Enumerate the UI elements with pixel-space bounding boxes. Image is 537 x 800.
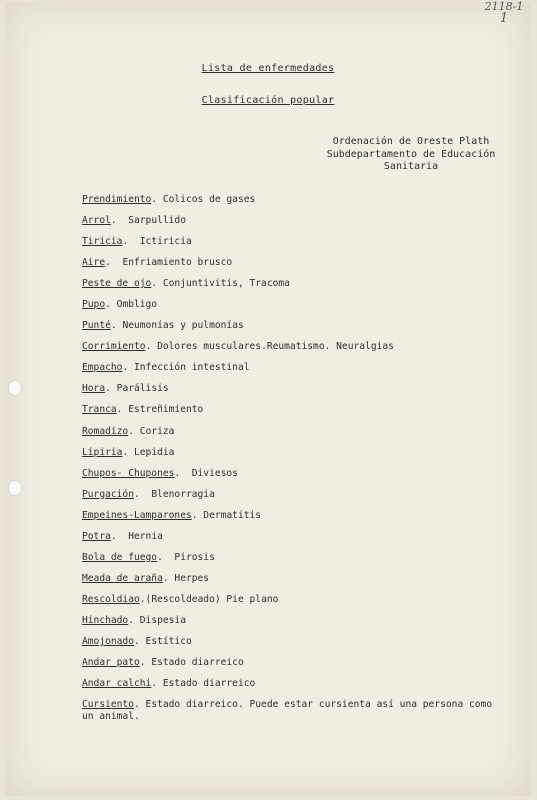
- disease-meaning: Lepidia: [128, 446, 175, 458]
- term-separator: .: [133, 635, 140, 647]
- term-separator: .: [116, 404, 123, 416]
- document-title: Lista de enfermedades: [201, 63, 335, 74]
- list-item: [82, 278, 522, 299]
- term-separator: .: [151, 194, 158, 205]
- punch-hole: [8, 480, 22, 496]
- list-item: [82, 383, 522, 404]
- list-item: [82, 489, 522, 510]
- disease-meaning: Coriza: [134, 425, 175, 437]
- term-separator: .: [133, 488, 140, 500]
- list-item: [82, 678, 522, 699]
- disease-meaning: Enfriamiento brusco: [110, 257, 233, 269]
- disease-term: Punté: [82, 320, 111, 332]
- disease-term: Hinchado: [82, 614, 129, 626]
- disease-term: Purgación: [82, 488, 134, 500]
- list-item: [82, 657, 522, 678]
- disease-term: Prendimiento: [82, 194, 152, 205]
- disease-term: Aire: [82, 257, 106, 269]
- term-separator: .: [191, 509, 198, 521]
- punch-hole: [8, 380, 22, 396]
- term-separator: .: [139, 657, 146, 669]
- source-line-3: Sanitaria: [383, 161, 439, 172]
- source-block: [316, 136, 506, 174]
- disease-term: Amojonado: [82, 635, 134, 647]
- disease-meaning: Dermatitis: [197, 509, 262, 521]
- disease-term: Pupo: [82, 299, 106, 311]
- list-item: [82, 194, 522, 215]
- list-item: [82, 594, 522, 615]
- archive-mark: [484, 2, 524, 24]
- disease-meaning: Ombligo: [110, 299, 158, 311]
- list-item: [82, 636, 522, 657]
- disease-meaning: Dispesia: [134, 614, 186, 626]
- disease-list: [82, 194, 522, 723]
- archive-code: 2118-1: [484, 0, 524, 13]
- term-separator: .: [110, 320, 117, 332]
- disease-meaning: Blenorragia: [139, 488, 215, 500]
- disease-term: Lipiria: [82, 446, 123, 458]
- list-item: [82, 573, 522, 594]
- term-separator: .: [105, 299, 111, 311]
- disease-meaning: (Rescoldeado) Pie plano: [145, 593, 279, 605]
- term-separator: .: [157, 551, 163, 563]
- disease-term: Cursiento: [82, 699, 134, 711]
- term-separator: .: [105, 257, 111, 269]
- source-line-1: Ordenación de Oreste Plath: [332, 136, 490, 147]
- list-item: [82, 510, 522, 531]
- disease-term: Andar calchi: [82, 678, 152, 690]
- disease-meaning: Hernia: [116, 530, 163, 542]
- disease-meaning: Conjuntivitis, Tracoma: [157, 278, 290, 290]
- disease-term: Peste de ojo: [82, 278, 152, 290]
- disease-term: Potra: [82, 530, 111, 542]
- term-separator: .: [122, 446, 129, 458]
- list-item: [82, 236, 522, 257]
- disease-meaning: Estado diarreico: [145, 657, 244, 669]
- disease-term: Chupos- Chupones: [82, 467, 175, 479]
- disease-term: Empacho: [82, 362, 123, 374]
- disease-meaning: Infección intestinal: [128, 362, 250, 374]
- list-item: [82, 341, 522, 362]
- document-page: [6, 2, 530, 796]
- disease-meaning: Diviesos: [180, 467, 238, 479]
- list-item: [82, 552, 522, 573]
- list-item: [82, 362, 522, 383]
- disease-meaning: Estreñimiento: [122, 404, 204, 416]
- disease-meaning: Ictiricia: [128, 236, 192, 248]
- term-separator: .: [139, 593, 146, 605]
- list-item: [82, 426, 522, 447]
- disease-term: Arrol: [82, 215, 111, 227]
- disease-meaning: Colicos de gases: [157, 194, 256, 205]
- term-separator: .: [110, 530, 117, 542]
- disease-term: Rescoldiao: [82, 593, 140, 605]
- term-separator: .: [122, 362, 129, 374]
- term-separator: .: [122, 236, 129, 248]
- disease-meaning: Pirosis: [162, 551, 215, 563]
- term-separator: .: [145, 341, 152, 353]
- term-separator: .: [151, 278, 158, 290]
- list-item: [82, 215, 522, 236]
- list-item: [82, 468, 522, 489]
- disease-meaning: Dolores musculares.Reumatismo. Neuralgias: [151, 341, 394, 353]
- disease-term: Romadizo: [82, 425, 129, 437]
- document-subtitle: Clasificación popular: [201, 95, 335, 106]
- list-item: [82, 320, 522, 341]
- list-item: [82, 615, 522, 636]
- disease-term: Bola de fuego: [82, 551, 158, 563]
- disease-term: Empeines-Lamparones: [82, 509, 192, 521]
- disease-term: Hora: [82, 383, 106, 395]
- list-item: [82, 447, 522, 468]
- disease-meaning: Herpes: [168, 572, 210, 584]
- disease-term: Tiricia: [82, 236, 123, 248]
- term-separator: .: [151, 678, 158, 690]
- list-item: [82, 299, 522, 320]
- list-item: [82, 404, 522, 425]
- term-separator: .: [128, 614, 134, 626]
- term-separator: .: [162, 572, 169, 584]
- disease-meaning: Estado diarreico: [157, 678, 256, 690]
- disease-meaning: Parálisis: [110, 383, 169, 395]
- term-separator: .: [110, 215, 117, 227]
- disease-term: Meada de araña: [82, 572, 163, 584]
- disease-term: Corrimiento: [82, 341, 146, 353]
- page-number: 1: [499, 11, 509, 26]
- disease-term: Tranca: [82, 404, 117, 416]
- disease-term: Andar pato: [82, 657, 140, 669]
- list-item: [82, 699, 502, 723]
- term-separator: .: [174, 467, 181, 479]
- term-separator: .: [105, 383, 111, 395]
- disease-meaning: Neumonías y pulmonías: [116, 320, 244, 332]
- term-separator: .: [128, 425, 134, 437]
- source-line-2: Subdepartamento de Educación: [326, 148, 496, 160]
- disease-meaning: Sarpullido: [116, 215, 186, 227]
- disease-meaning: Estítico: [139, 635, 192, 647]
- list-item: [82, 257, 522, 278]
- term-separator: .: [133, 699, 140, 711]
- disease-meaning: Estado diarreico. Puede estar cursienta así una persona como un animal.: [82, 699, 493, 723]
- list-item: [82, 531, 522, 552]
